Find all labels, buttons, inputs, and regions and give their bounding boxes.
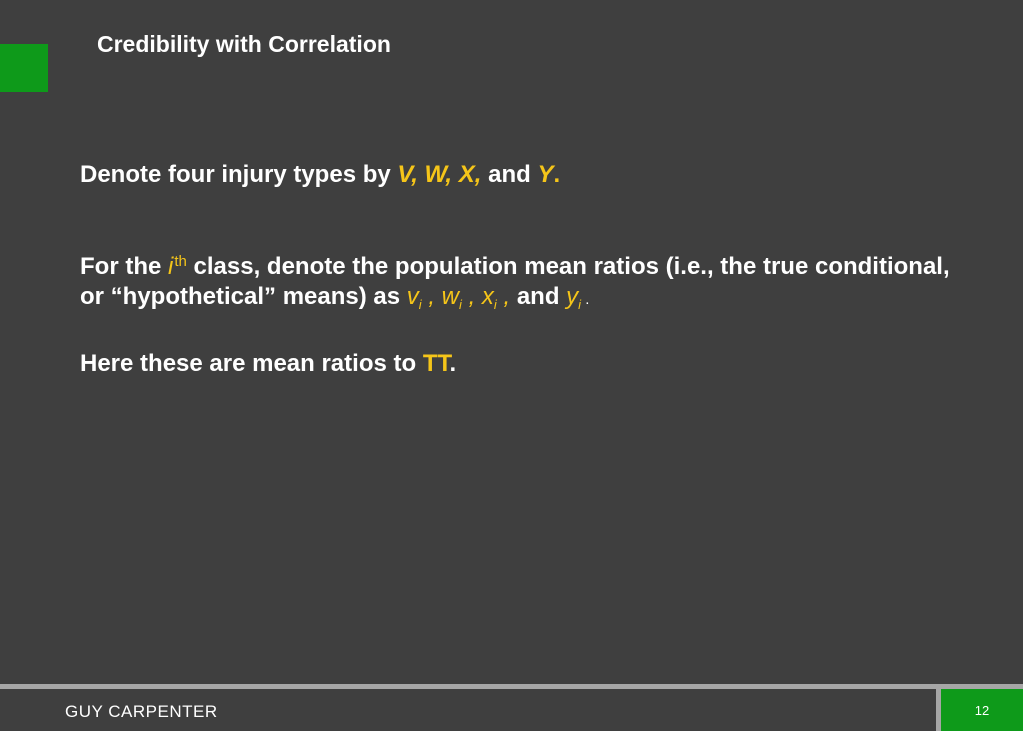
p2-comma-1: , <box>421 283 442 310</box>
title-accent-block <box>0 44 48 92</box>
p2-sub-i-v: i <box>418 297 422 312</box>
slide-title: Credibility with Correlation <box>97 31 391 57</box>
p2-sub-i-x: i <box>493 297 497 312</box>
p2-superscript-th: th <box>174 253 187 270</box>
footer-brand-logo: GUY CARPENTER <box>65 702 218 721</box>
page-number: 12 <box>974 703 990 718</box>
p1-and-text: and <box>481 161 538 188</box>
p1-variables-vwx: V, W, X, <box>397 161 482 188</box>
p2-index-i: i <box>168 253 174 280</box>
p2-var-x: x <box>481 283 494 310</box>
p3-tt: TT <box>422 350 450 377</box>
p2-and-text: and <box>516 283 567 310</box>
p2-sub-i-y: i <box>578 297 582 312</box>
p3-lead-text: Here these are mean ratios to <box>80 350 423 377</box>
p2-lead-text: For the <box>80 253 168 280</box>
p1-lead-text: Denote four injury types by <box>80 161 398 188</box>
paragraph-class-means <box>80 247 980 320</box>
p2-end-period: . <box>581 291 590 308</box>
p1-variable-y: Y <box>537 161 554 188</box>
paragraph-injury-types <box>80 160 980 190</box>
p1-period: . <box>553 161 561 188</box>
p2-sub-i-w: i <box>459 297 462 312</box>
p2-comma-2: , <box>461 283 482 310</box>
p2-var-y: y <box>566 283 579 310</box>
paragraph-mean-ratios <box>80 349 980 379</box>
p2-var-w: w <box>441 283 460 310</box>
p2-body-text: class, denote the population mean ratios (i.e., the true conditional, or “hypothetical” means) as <box>80 253 950 310</box>
slide-body <box>80 160 980 379</box>
p3-period: . <box>449 350 457 377</box>
p2-comma-3: , <box>496 283 517 310</box>
p2-var-v: v <box>406 283 419 310</box>
